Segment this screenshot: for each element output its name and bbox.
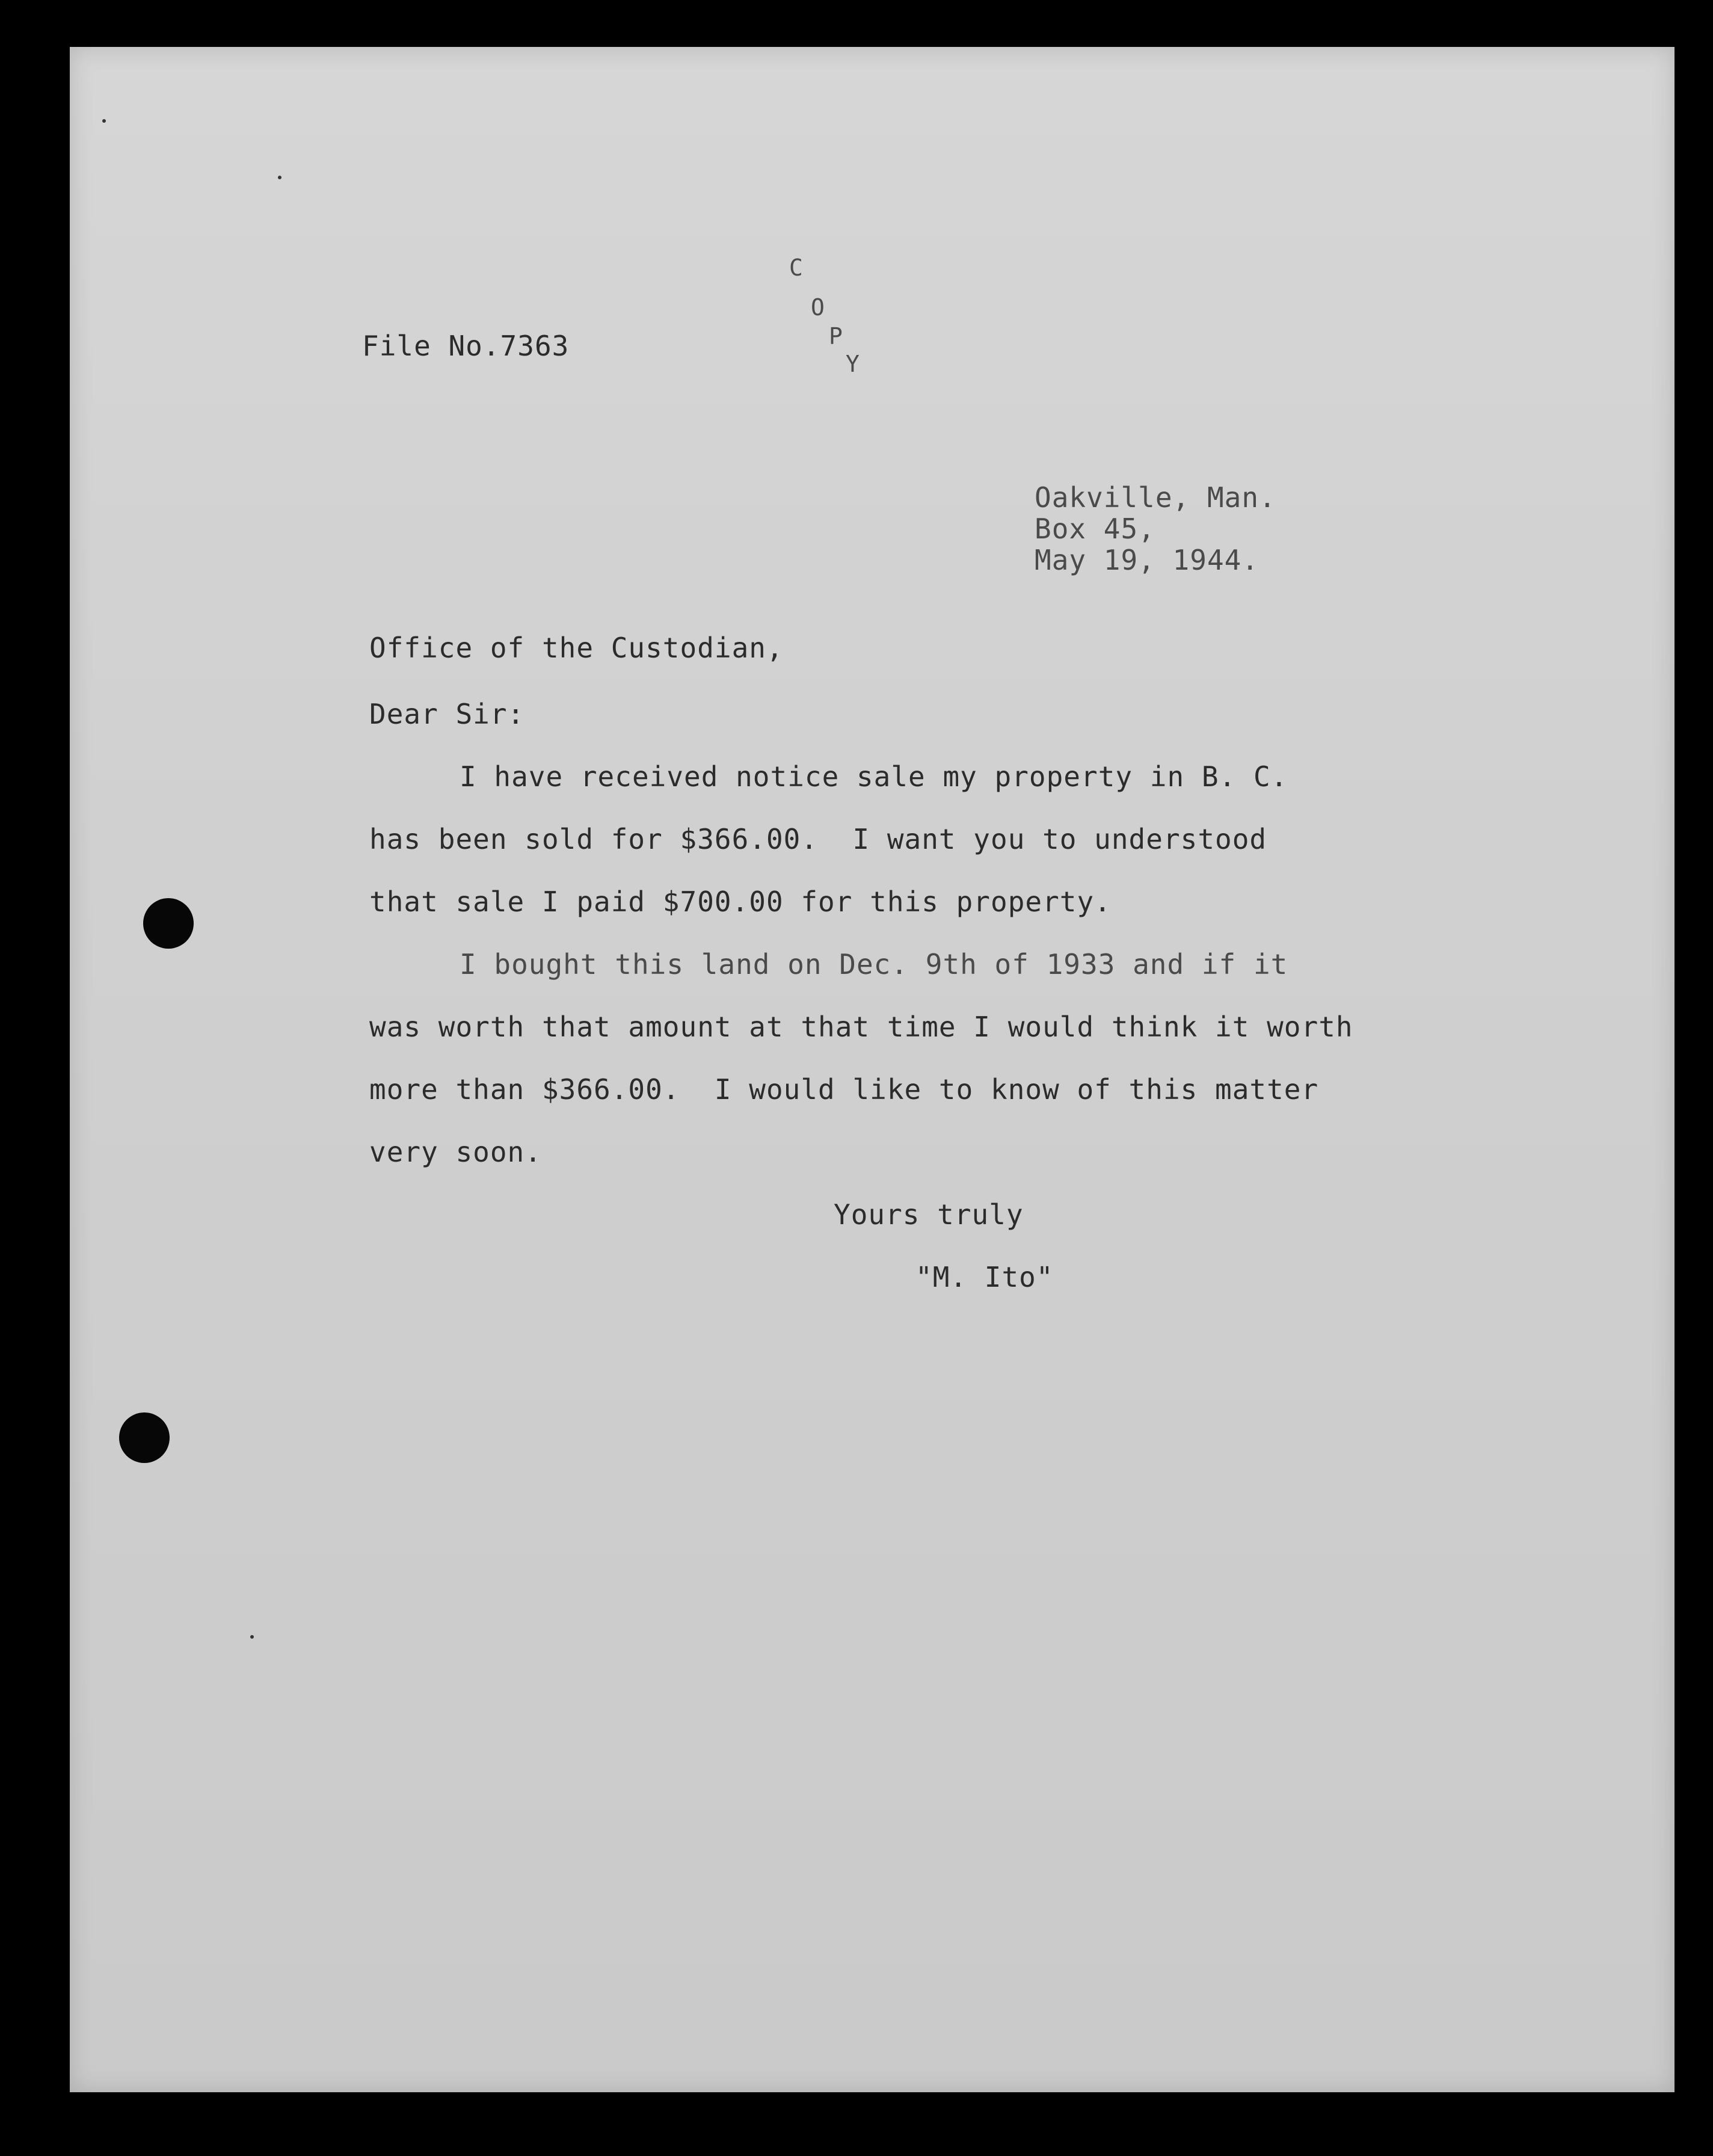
sender-address-line-2: Box 45, (1035, 513, 1155, 545)
body-line: was worth that amount at that time I would think it worth (369, 1011, 1353, 1043)
copy-stamp-letter: Y (846, 351, 860, 377)
punch-hole-top (143, 898, 194, 949)
body-line: I bought this land on Dec. 9th of 1933 and if it (460, 948, 1288, 981)
body-line: very soon. (369, 1136, 542, 1168)
file-number: File No.7363 (362, 330, 570, 362)
body-line: that sale I paid $700.00 for this property. (369, 886, 1112, 918)
copy-stamp-letter: O (811, 294, 825, 321)
paper-speck (250, 1635, 254, 1639)
body-line: I have received notice sale my property in B. C. (460, 760, 1288, 793)
sender-address-line-1: Oakville, Man. (1035, 481, 1276, 514)
body-line: has been sold for $366.00. I want you to understood (369, 823, 1267, 855)
closing: Yours truly (834, 1198, 1024, 1231)
paper-speck (278, 176, 281, 179)
recipient-line: Office of the Custodian, (369, 632, 784, 664)
letter-date: May 19, 1944. (1035, 544, 1259, 576)
body-line: more than $366.00. I would like to know of this matter (369, 1073, 1319, 1106)
punch-hole-bottom (119, 1412, 170, 1463)
copy-stamp-letter: P (829, 323, 843, 350)
signature: "M. Ito" (915, 1261, 1054, 1293)
salutation: Dear Sir: (369, 698, 525, 730)
document-page (70, 47, 1675, 2092)
copy-stamp-letter: C (789, 254, 803, 281)
paper-speck (102, 119, 106, 123)
